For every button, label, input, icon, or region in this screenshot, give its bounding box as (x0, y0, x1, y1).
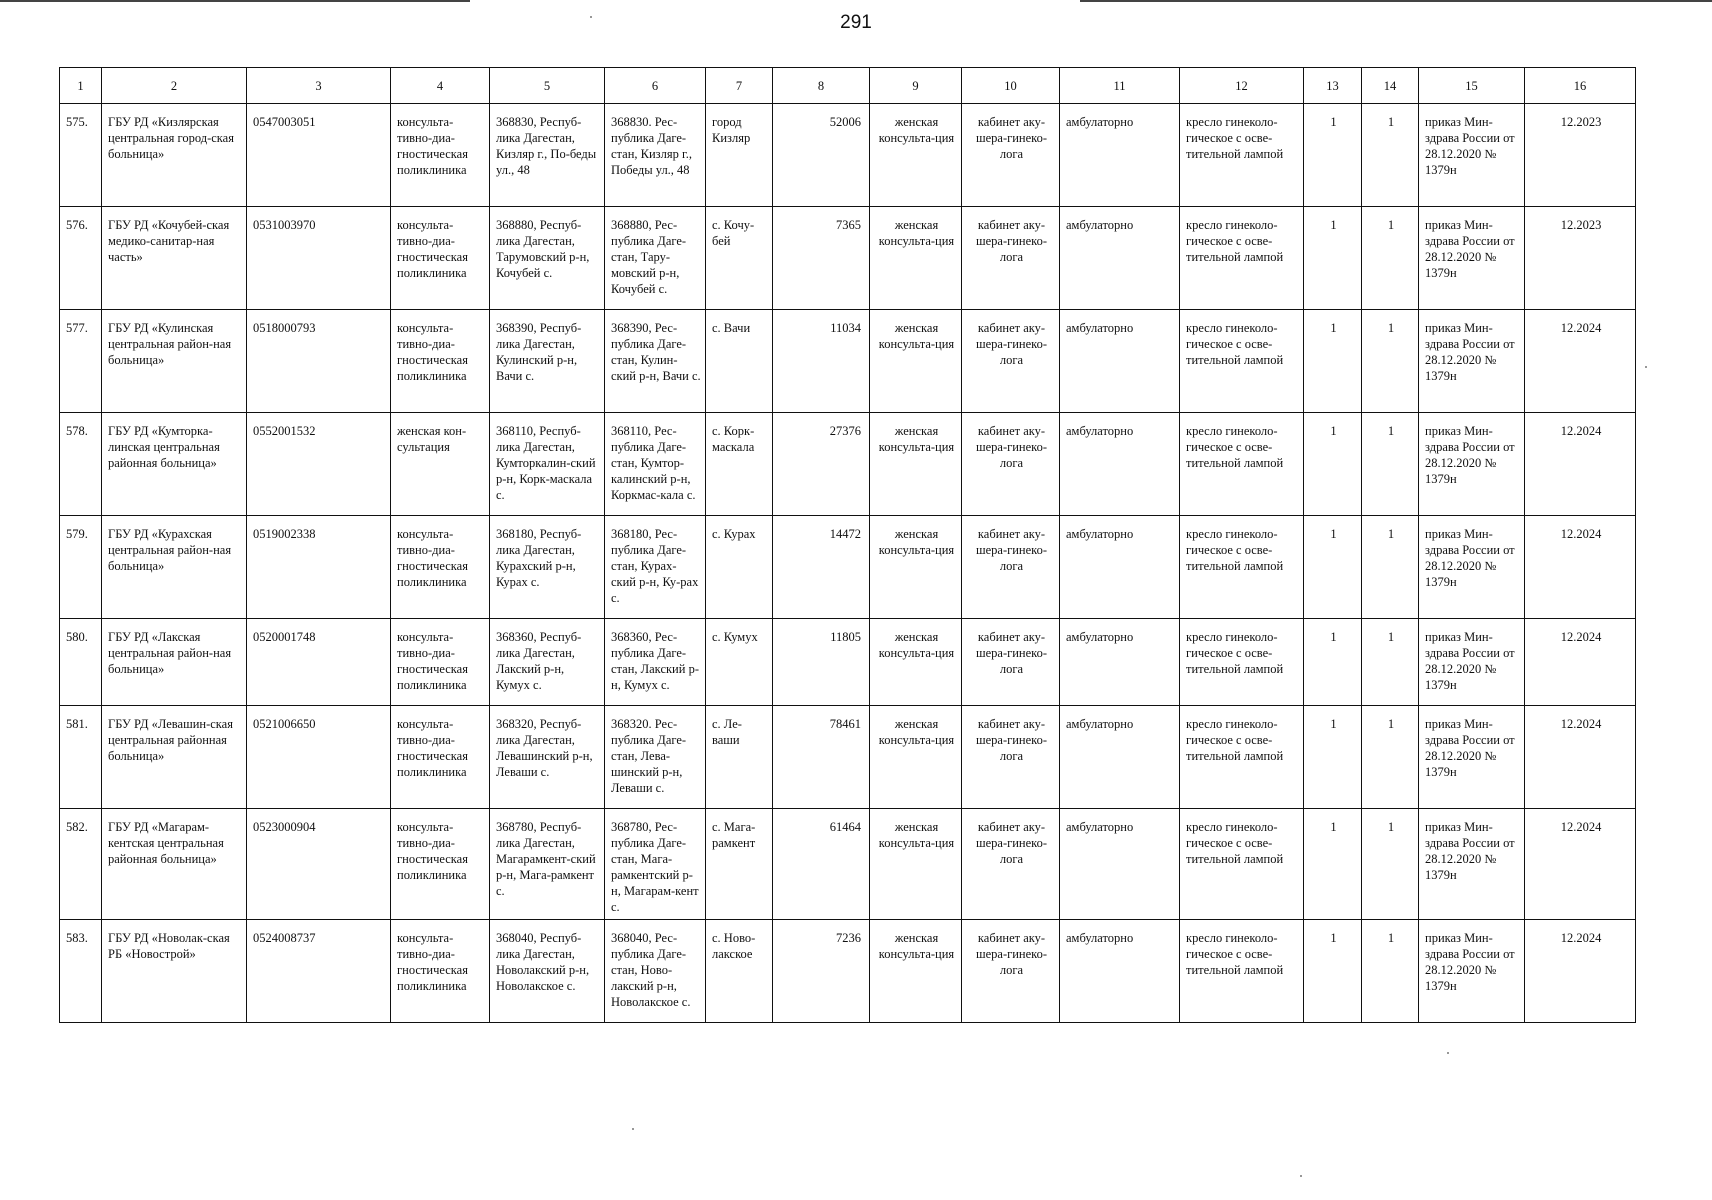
cell-room-type: кабинет аку-шера-гинеко-лога (962, 920, 1060, 1023)
cell-quantity-required: 1 (1304, 706, 1362, 809)
cell-care-form: амбулаторно (1060, 516, 1180, 619)
cell-quantity-required: 1 (1304, 310, 1362, 413)
cell-unit-type: консульта-тивно-диа-гностическая поликлиника (391, 516, 490, 619)
cell-deadline: 12.2023 (1525, 207, 1636, 310)
table-row (60, 104, 1636, 207)
table-row (60, 920, 1636, 1023)
column-header-7: 7 (706, 68, 773, 104)
table-row (60, 809, 1636, 920)
cell-department: женская консульта-ция (870, 809, 962, 920)
table-row (60, 207, 1636, 310)
cell-department: женская консульта-ция (870, 619, 962, 706)
cell-department: женская консульта-ция (870, 104, 962, 207)
cell-deadline: 12.2024 (1525, 920, 1636, 1023)
table-row (60, 310, 1636, 413)
cell-legal-address: 368180, Респуб-лика Дагестан, Курахский р-н, Курах с. (490, 516, 605, 619)
cell-inn-code: 0531003970 (247, 207, 391, 310)
cell-equipment-name: кресло гинеколо-гическое с осве-тительной лампой (1180, 207, 1304, 310)
cell-regulation: приказ Мин-здрава России от 28.12.2020 № 1379н (1419, 809, 1525, 920)
cell-unit-type: консульта-тивно-диа-гностическая поликлиника (391, 207, 490, 310)
cell-locality: с. Кочу-бей (706, 207, 773, 310)
cell-population: 14472 (773, 516, 870, 619)
cell-organization-name: ГБУ РД «Магарам-кентская центральная районная больница» (102, 809, 247, 920)
cell-organization-name: ГБУ РД «Новолак-ская РБ «Новострой» (102, 920, 247, 1023)
cell-population: 61464 (773, 809, 870, 920)
table-row (60, 619, 1636, 706)
column-header-6: 6 (605, 68, 706, 104)
cell-care-form: амбулаторно (1060, 706, 1180, 809)
column-header-13: 13 (1304, 68, 1362, 104)
cell-department: женская консульта-ция (870, 413, 962, 516)
cell-room-type: кабинет аку-шера-гинеко-лога (962, 310, 1060, 413)
cell-room-type: кабинет аку-шера-гинеко-лога (962, 207, 1060, 310)
cell-quantity-required: 1 (1304, 809, 1362, 920)
cell-legal-address: 368360, Респуб-лика Дагестан, Лакский р-н, Кумух с. (490, 619, 605, 706)
cell-population: 7365 (773, 207, 870, 310)
scan-speck (1447, 1052, 1449, 1054)
cell-actual-address: 368180, Рес-публика Даге-стан, Курах-ский р-н, Ку-рах с. (605, 516, 706, 619)
cell-row-number: 580. (60, 619, 102, 706)
table-body (60, 104, 1636, 1023)
column-header-10: 10 (962, 68, 1060, 104)
cell-equipment-name: кресло гинеколо-гическое с осве-тительной лампой (1180, 310, 1304, 413)
scan-speck (1645, 366, 1647, 368)
cell-care-form: амбулаторно (1060, 619, 1180, 706)
cell-unit-type: женская кон-сультация (391, 413, 490, 516)
table-row (60, 516, 1636, 619)
column-header-3: 3 (247, 68, 391, 104)
cell-row-number: 578. (60, 413, 102, 516)
column-header-15: 15 (1419, 68, 1525, 104)
cell-department: женская консульта-ция (870, 310, 962, 413)
cell-locality: с. Корк-маскала (706, 413, 773, 516)
cell-locality: с. Курах (706, 516, 773, 619)
column-header-9: 9 (870, 68, 962, 104)
cell-organization-name: ГБУ РД «Левашин-ская центральная районная больница» (102, 706, 247, 809)
cell-locality: с. Ново-лакское (706, 920, 773, 1023)
column-header-5: 5 (490, 68, 605, 104)
cell-care-form: амбулаторно (1060, 413, 1180, 516)
cell-equipment-name: кресло гинеколо-гическое с осве-тительной лампой (1180, 413, 1304, 516)
cell-actual-address: 368110, Рес-публика Даге-стан, Кумтор-калинский р-н, Коркмас-кала с. (605, 413, 706, 516)
cell-row-number: 583. (60, 920, 102, 1023)
cell-quantity-required: 1 (1304, 104, 1362, 207)
cell-unit-type: консульта-тивно-диа-гностическая поликлиника (391, 706, 490, 809)
cell-locality: с. Ле-ваши (706, 706, 773, 809)
cell-equipment-name: кресло гинеколо-гическое с осве-тительной лампой (1180, 104, 1304, 207)
cell-care-form: амбулаторно (1060, 104, 1180, 207)
cell-regulation: приказ Мин-здрава России от 28.12.2020 № 1379н (1419, 104, 1525, 207)
cell-actual-address: 368360, Рес-публика Даге-стан, Лакский р-н, Кумух с. (605, 619, 706, 706)
cell-unit-type: консульта-тивно-диа-гностическая поликлиника (391, 104, 490, 207)
cell-room-type: кабинет аку-шера-гинеко-лога (962, 809, 1060, 920)
cell-inn-code: 0547003051 (247, 104, 391, 207)
cell-row-number: 577. (60, 310, 102, 413)
scan-edge-line (0, 0, 470, 2)
cell-legal-address: 368390, Респуб-лика Дагестан, Кулинский р-н, Вачи с. (490, 310, 605, 413)
cell-equipment-name: кресло гинеколо-гическое с осве-тительной лампой (1180, 920, 1304, 1023)
cell-quantity-available: 1 (1362, 920, 1419, 1023)
cell-care-form: амбулаторно (1060, 310, 1180, 413)
cell-quantity-available: 1 (1362, 619, 1419, 706)
table-row (60, 413, 1636, 516)
cell-quantity-required: 1 (1304, 920, 1362, 1023)
scan-speck (1300, 1175, 1302, 1177)
cell-organization-name: ГБУ РД «Кулинская центральная район-ная больница» (102, 310, 247, 413)
cell-care-form: амбулаторно (1060, 920, 1180, 1023)
cell-legal-address: 368780, Респуб-лика Дагестан, Магарамкент-ский р-н, Мага-рамкент с. (490, 809, 605, 920)
column-header-4: 4 (391, 68, 490, 104)
column-header-16: 16 (1525, 68, 1636, 104)
cell-department: женская консульта-ция (870, 706, 962, 809)
cell-quantity-available: 1 (1362, 104, 1419, 207)
column-header-14: 14 (1362, 68, 1419, 104)
cell-quantity-available: 1 (1362, 310, 1419, 413)
cell-unit-type: консульта-тивно-диа-гностическая поликлиника (391, 619, 490, 706)
cell-row-number: 582. (60, 809, 102, 920)
cell-equipment-name: кресло гинеколо-гическое с осве-тительной лампой (1180, 516, 1304, 619)
cell-deadline: 12.2024 (1525, 413, 1636, 516)
cell-actual-address: 368780, Рес-публика Даге-стан, Мага-рамкентский р-н, Магарам-кент с. (605, 809, 706, 920)
cell-deadline: 12.2023 (1525, 104, 1636, 207)
register-table (59, 67, 1636, 1023)
cell-actual-address: 368040, Рес-публика Даге-стан, Ново-лакский р-н, Новолакское с. (605, 920, 706, 1023)
cell-organization-name: ГБУ РД «Лакская центральная район-ная больница» (102, 619, 247, 706)
cell-care-form: амбулаторно (1060, 809, 1180, 920)
cell-population: 52006 (773, 104, 870, 207)
scan-edge-line (1080, 0, 1712, 2)
cell-locality: с. Мага-рамкент (706, 809, 773, 920)
cell-unit-type: консульта-тивно-диа-гностическая поликлиника (391, 809, 490, 920)
cell-population: 11805 (773, 619, 870, 706)
cell-locality: город Кизляр (706, 104, 773, 207)
cell-unit-type: консульта-тивно-диа-гностическая поликлиника (391, 310, 490, 413)
cell-legal-address: 368320, Респуб-лика Дагестан, Левашинский р-н, Леваши с. (490, 706, 605, 809)
cell-row-number: 579. (60, 516, 102, 619)
cell-legal-address: 368040, Респуб-лика Дагестан, Новолакский р-н, Новолакское с. (490, 920, 605, 1023)
cell-row-number: 575. (60, 104, 102, 207)
cell-locality: с. Вачи (706, 310, 773, 413)
cell-department: женская консульта-ция (870, 920, 962, 1023)
cell-regulation: приказ Мин-здрава России от 28.12.2020 № 1379н (1419, 207, 1525, 310)
cell-actual-address: 368830. Рес-публика Даге-стан, Кизляр г., Победы ул., 48 (605, 104, 706, 207)
cell-legal-address: 368880, Респуб-лика Дагестан, Тарумовский р-н, Кочубей с. (490, 207, 605, 310)
cell-locality: с. Кумух (706, 619, 773, 706)
cell-quantity-available: 1 (1362, 207, 1419, 310)
cell-legal-address: 368830, Респуб-лика Дагестан, Кизляр г., По-беды ул., 48 (490, 104, 605, 207)
cell-inn-code: 0519002338 (247, 516, 391, 619)
cell-deadline: 12.2024 (1525, 706, 1636, 809)
column-number-row (60, 68, 1636, 104)
cell-deadline: 12.2024 (1525, 310, 1636, 413)
cell-population: 7236 (773, 920, 870, 1023)
cell-population: 27376 (773, 413, 870, 516)
column-header-11: 11 (1060, 68, 1180, 104)
cell-inn-code: 0520001748 (247, 619, 391, 706)
cell-quantity-required: 1 (1304, 413, 1362, 516)
cell-quantity-available: 1 (1362, 413, 1419, 516)
cell-legal-address: 368110, Респуб-лика Дагестан, Кумторкалин-ский р-н, Корк-маскала с. (490, 413, 605, 516)
cell-care-form: амбулаторно (1060, 207, 1180, 310)
cell-inn-code: 0523000904 (247, 809, 391, 920)
cell-room-type: кабинет аку-шера-гинеко-лога (962, 706, 1060, 809)
cell-organization-name: ГБУ РД «Курахская центральная район-ная больница» (102, 516, 247, 619)
cell-department: женская консульта-ция (870, 207, 962, 310)
cell-room-type: кабинет аку-шера-гинеко-лога (962, 413, 1060, 516)
scan-speck (632, 1128, 634, 1130)
cell-organization-name: ГБУ РД «Кочубей-ская медико-санитар-ная часть» (102, 207, 247, 310)
cell-quantity-available: 1 (1362, 706, 1419, 809)
cell-row-number: 581. (60, 706, 102, 809)
column-header-8: 8 (773, 68, 870, 104)
cell-deadline: 12.2024 (1525, 809, 1636, 920)
cell-inn-code: 0524008737 (247, 920, 391, 1023)
cell-deadline: 12.2024 (1525, 516, 1636, 619)
column-header-12: 12 (1180, 68, 1304, 104)
cell-deadline: 12.2024 (1525, 619, 1636, 706)
column-header-2: 2 (102, 68, 247, 104)
cell-row-number: 576. (60, 207, 102, 310)
cell-population: 78461 (773, 706, 870, 809)
cell-equipment-name: кресло гинеколо-гическое с осве-тительной лампой (1180, 619, 1304, 706)
cell-actual-address: 368880, Рес-публика Даге-стан, Тару-мовский р-н, Кочубей с. (605, 207, 706, 310)
cell-quantity-required: 1 (1304, 516, 1362, 619)
cell-quantity-available: 1 (1362, 516, 1419, 619)
cell-inn-code: 0521006650 (247, 706, 391, 809)
cell-regulation: приказ Мин-здрава России от 28.12.2020 № 1379н (1419, 310, 1525, 413)
cell-organization-name: ГБУ РД «Кумторка-линская центральная районная больница» (102, 413, 247, 516)
cell-room-type: кабинет аку-шера-гинеко-лога (962, 104, 1060, 207)
cell-department: женская консульта-ция (870, 516, 962, 619)
cell-regulation: приказ Мин-здрава России от 28.12.2020 № 1379н (1419, 516, 1525, 619)
cell-actual-address: 368390, Рес-публика Даге-стан, Кулин-ский р-н, Вачи с. (605, 310, 706, 413)
table-row (60, 706, 1636, 809)
cell-population: 11034 (773, 310, 870, 413)
column-header-1: 1 (60, 68, 102, 104)
cell-regulation: приказ Мин-здрава России от 28.12.2020 № 1379н (1419, 920, 1525, 1023)
cell-unit-type: консульта-тивно-диа-гностическая поликлиника (391, 920, 490, 1023)
cell-equipment-name: кресло гинеколо-гическое с осве-тительной лампой (1180, 706, 1304, 809)
cell-equipment-name: кресло гинеколо-гическое с осве-тительной лампой (1180, 809, 1304, 920)
cell-room-type: кабинет аку-шера-гинеко-лога (962, 516, 1060, 619)
cell-quantity-required: 1 (1304, 207, 1362, 310)
cell-regulation: приказ Мин-здрава России от 28.12.2020 № 1379н (1419, 619, 1525, 706)
cell-inn-code: 0518000793 (247, 310, 391, 413)
cell-regulation: приказ Мин-здрава России от 28.12.2020 № 1379н (1419, 413, 1525, 516)
cell-organization-name: ГБУ РД «Кизлярская центральная город-ская больница» (102, 104, 247, 207)
cell-room-type: кабинет аку-шера-гинеко-лога (962, 619, 1060, 706)
scan-speck (590, 16, 592, 18)
page-number: 291 (840, 12, 872, 33)
cell-quantity-available: 1 (1362, 809, 1419, 920)
cell-actual-address: 368320. Рес-публика Даге-стан, Лева-шинский р-н, Леваши с. (605, 706, 706, 809)
cell-quantity-required: 1 (1304, 619, 1362, 706)
cell-inn-code: 0552001532 (247, 413, 391, 516)
cell-regulation: приказ Мин-здрава России от 28.12.2020 № 1379н (1419, 706, 1525, 809)
